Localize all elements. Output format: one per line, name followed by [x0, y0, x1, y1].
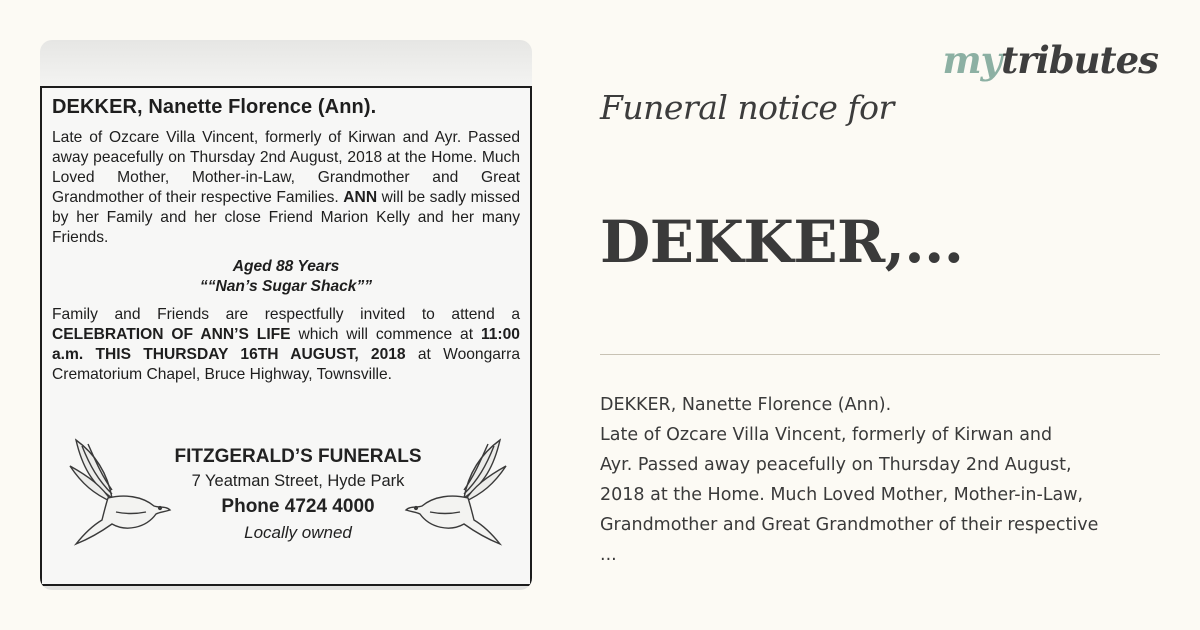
clipping-para2-text-b: which will commence at — [298, 326, 474, 343]
clipping-nickname: ““Nan’s Sugar Shack”” — [199, 278, 373, 295]
excerpt-line: DEKKER, Nanette Florence (Ann). — [600, 395, 892, 415]
brand-logo — [942, 38, 1158, 82]
clipping-paragraph-1 — [52, 128, 520, 248]
dove-left-icon — [68, 436, 178, 548]
clipping-para2-datetime: 11:00 a.m. THIS THURSDAY 16TH AUGUST, 2018 — [52, 326, 520, 363]
clipping-para2-text-a: Family and Friends are respectfully invited to attend a — [52, 306, 520, 323]
dove-right-icon — [398, 436, 508, 548]
ad-text-block — [168, 444, 428, 546]
clipping-paragraph-2 — [52, 305, 520, 385]
clipping-para1-name: ANN — [343, 189, 378, 206]
ad-company-name: FITZGERALD’S FUNERALS — [174, 446, 422, 467]
ad-address: 7 Yeatman Street, Hyde Park — [191, 472, 405, 490]
notice-clipping — [40, 86, 532, 586]
brand-logo-part-1: my — [942, 38, 1002, 82]
notice-excerpt — [600, 390, 1170, 570]
excerpt-line: Grandmother and Great Grandmother of their respective — [600, 515, 1099, 535]
excerpt-line: Late of Ozcare Villa Vincent, formerly of Kirwan and — [600, 425, 1053, 445]
excerpt-line: 2018 at the Home. Much Loved Mother, Mother-in-Law, — [600, 485, 1084, 505]
clipping-title: DEKKER, Nanette Florence (Ann). — [52, 96, 377, 118]
clipping-para1-text-b: will be sadly missed by her Family and her close Friend Marion Kelly and her many Friends. — [52, 189, 520, 246]
page-heading: Funeral notice for — [600, 88, 894, 127]
ad-tagline: Locally owned — [244, 523, 352, 542]
ad-phone: Phone 4724 4000 — [221, 496, 375, 517]
clipping-para2-text-c: at Woongarra Crematorium Chapel, Bruce Highway, Townsville. — [52, 346, 520, 383]
excerpt-ellipsis: ... — [600, 545, 617, 565]
funeral-director-ad — [68, 436, 508, 548]
excerpt-line: Ayr. Passed away peacefully on Thursday 2nd August, — [600, 455, 1072, 475]
clipping-para2-celebration: CELEBRATION OF ANN’S LIFE — [52, 326, 291, 343]
divider — [600, 354, 1160, 355]
clipping-para1-text-a: Late of Ozcare Villa Vincent, formerly of Kirwan and Ayr. Passed away peacefully on Thursday 2nd August, 2018 at the Home. Much Loved Mother, Mother-in-Law, Grandmother and Great Grandmother of their respective Families. — [52, 129, 520, 206]
clipping-aged: Aged 88 Years — [232, 258, 340, 275]
deceased-name: DEKKER,... — [600, 208, 964, 276]
notice-image — [40, 40, 532, 590]
brand-logo-part-2: tributes — [1001, 38, 1158, 82]
